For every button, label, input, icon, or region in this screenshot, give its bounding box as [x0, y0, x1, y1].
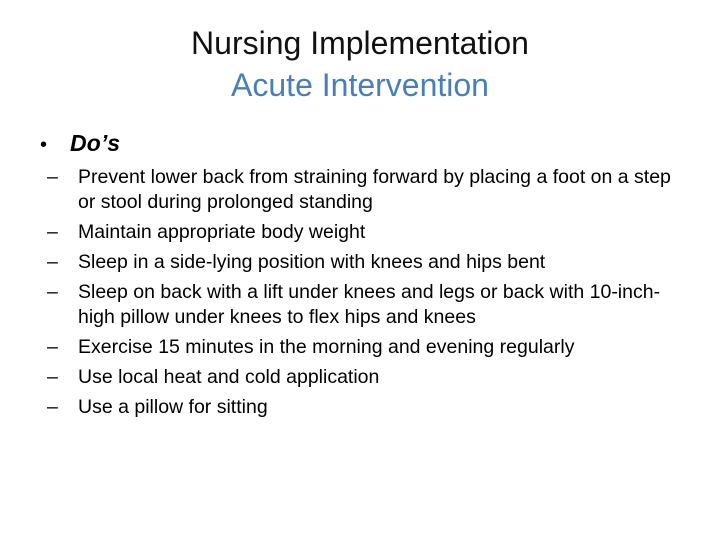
list-item	[40, 165, 690, 215]
list-item-text: Use local heat and cold application	[78, 366, 380, 388]
dash-marker: –	[47, 166, 58, 188]
list-item-text: Exercise 15 minutes in the morning and evening regularly	[78, 336, 575, 358]
list-item	[40, 220, 690, 245]
list-item-text: Sleep in a side-lying position with knees and hips bent	[78, 251, 546, 273]
dos-list	[40, 165, 690, 420]
dash-marker: –	[47, 396, 58, 418]
dash-marker: –	[47, 281, 58, 303]
dash-marker: –	[47, 221, 58, 243]
list-item-text: Use a pillow for sitting	[78, 396, 268, 418]
slide-subtitle: Acute Intervention	[231, 67, 489, 103]
slide-title: Nursing Implementation	[191, 25, 529, 61]
bullet-marker: •	[40, 134, 48, 156]
list-item	[40, 365, 690, 390]
main-bullet	[40, 128, 690, 160]
list-item-text: Prevent lower back from straining forward by placing a foot on a step or stool during prolonged standing	[78, 166, 671, 213]
title-block	[0, 22, 720, 106]
bullet-label: Do’s	[70, 130, 121, 156]
list-item-text: Sleep on back with a lift under knees and legs or back with 10-inch-high pillow under knees to flex hips and knees	[78, 281, 661, 328]
list-item	[40, 335, 690, 360]
list-item	[40, 395, 690, 420]
list-item-text: Maintain appropriate body weight	[78, 221, 366, 243]
dash-marker: –	[47, 336, 58, 358]
list-item	[40, 250, 690, 275]
dash-marker: –	[47, 251, 58, 273]
dash-marker: –	[47, 366, 58, 388]
slide-content	[40, 128, 690, 425]
list-item	[40, 280, 690, 330]
